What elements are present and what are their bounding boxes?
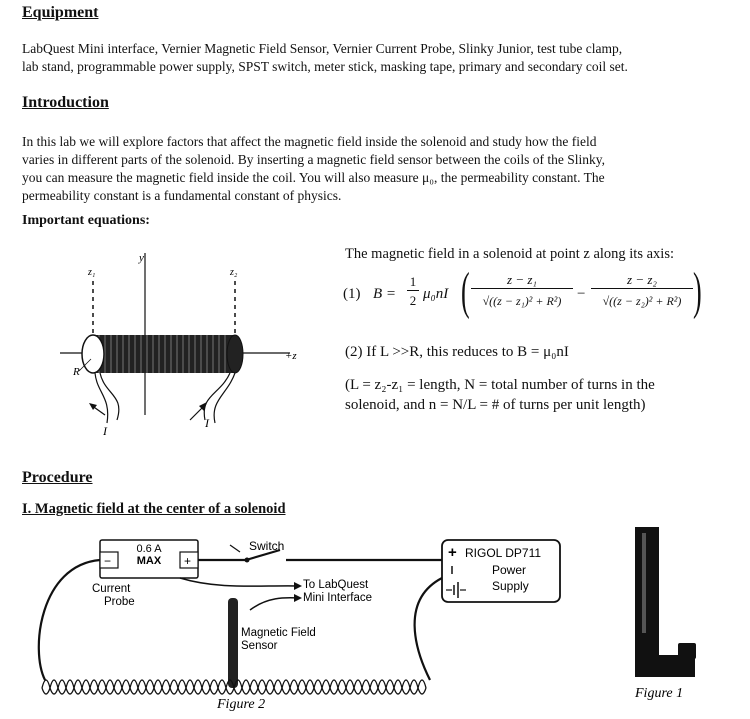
y-axis-label: y bbox=[139, 252, 144, 264]
magnetic-field-sensor bbox=[228, 598, 238, 688]
current-max-line-2: MAX bbox=[136, 555, 162, 567]
equipment-heading: Equipment bbox=[22, 4, 99, 21]
half-denominator: 2 bbox=[409, 293, 417, 308]
important-equations-label: Important equations: bbox=[22, 213, 150, 228]
equation-1 bbox=[343, 262, 708, 328]
figure-1-caption: Figure 1 bbox=[635, 686, 684, 701]
magnetic-field-sensor-probe bbox=[635, 527, 696, 677]
ps-plus: + bbox=[448, 544, 457, 561]
left-wire bbox=[39, 560, 100, 680]
minus-sign: − bbox=[577, 286, 586, 302]
intro-line-2: varies in different parts of the solenoid. By inserting a magnetic field sensor between the coils of the Slinky, bbox=[22, 152, 605, 167]
procedure-heading: Procedure bbox=[22, 469, 93, 486]
current-label-right: I bbox=[205, 416, 209, 430]
frac1-numerator: z − z₁ bbox=[471, 272, 573, 289]
labquest-label-1: To LabQuest bbox=[303, 579, 369, 591]
sensor-figure bbox=[620, 525, 730, 710]
equipment-line-1: LabQuest Mini interface, Vernier Magnetic Field Sensor, Vernier Current Probe, Slinky Junior, test tube clamp, bbox=[22, 41, 623, 56]
left-paren: ( bbox=[461, 263, 470, 320]
equation-note-line-1: (L = z₂-z₁ = length, N = total number of turns in the bbox=[345, 377, 655, 393]
probe-plus: + bbox=[184, 554, 192, 568]
equipment-line-2: lab stand, programmable power supply, SPST switch, meter stick, masking tape, primary and secondary coil set. bbox=[22, 59, 628, 74]
ps-model: RIGOL DP711 bbox=[465, 546, 542, 560]
frac2-numerator: z − z₂ bbox=[591, 272, 693, 289]
equation-intro: The magnetic field in a solenoid at point z along its axis: bbox=[345, 246, 674, 262]
switch-label: Switch bbox=[249, 539, 285, 553]
circuit-figure bbox=[20, 530, 600, 719]
z2-label: z₂ bbox=[230, 267, 238, 278]
solenoid-figure bbox=[55, 245, 315, 445]
solenoid-coil bbox=[82, 335, 243, 373]
mu-n-i: μ₀nI bbox=[423, 286, 449, 302]
right-wire bbox=[415, 578, 442, 680]
figure-2-caption: Figure 2 bbox=[217, 697, 266, 712]
right-lead-wire bbox=[204, 373, 230, 420]
probe-minus: − bbox=[104, 554, 112, 568]
z1-label: z₁ bbox=[88, 267, 96, 278]
right-paren: ) bbox=[693, 263, 702, 320]
current-probe-label-2: Probe bbox=[104, 596, 135, 608]
current-max-line-1: 0.6 A bbox=[136, 543, 162, 555]
intro-line-3: you can measure the magnetic field inside the coil. You will also measure μ₀, the permeability constant. The bbox=[22, 170, 605, 185]
labquest-label-2: Mini Interface bbox=[303, 592, 373, 604]
equation-note-line-2: solenoid, and n = N/L = # of turns per unit length) bbox=[345, 397, 646, 413]
current-probe-label-1: Current bbox=[92, 583, 131, 595]
intro-line-1: In this lab we will explore factors that affect the magnetic field inside the solenoid and study how the field bbox=[22, 134, 597, 149]
half-numerator: 1 bbox=[407, 274, 419, 291]
frac2-denominator: √((z − z₂)² + R²) bbox=[602, 294, 682, 308]
eq1-lhs: B = bbox=[373, 286, 397, 302]
intro-line-4: permeability constant is a fundamental constant of physics. bbox=[22, 188, 342, 203]
radius-label: R bbox=[73, 366, 80, 378]
sensor-label-2: Sensor bbox=[241, 640, 278, 652]
ps-line-3: Supply bbox=[492, 579, 529, 593]
frac1-denominator: √((z − z₁)² + R²) bbox=[482, 294, 562, 308]
labquest-cable bbox=[180, 578, 300, 586]
current-label-left: I bbox=[103, 424, 107, 438]
eq1-number: (1) bbox=[343, 286, 361, 302]
ps-line-2: Power bbox=[492, 563, 527, 577]
procedure-subheading: I. Magnetic field at the center of a solenoid bbox=[22, 501, 286, 517]
plus-z-label: +z bbox=[285, 350, 297, 362]
introduction-heading: Introduction bbox=[22, 94, 109, 111]
equation-2: (2) If L >>R, this reduces to B = μ₀nI bbox=[345, 344, 569, 360]
sensor-label-1: Magnetic Field bbox=[241, 627, 316, 639]
